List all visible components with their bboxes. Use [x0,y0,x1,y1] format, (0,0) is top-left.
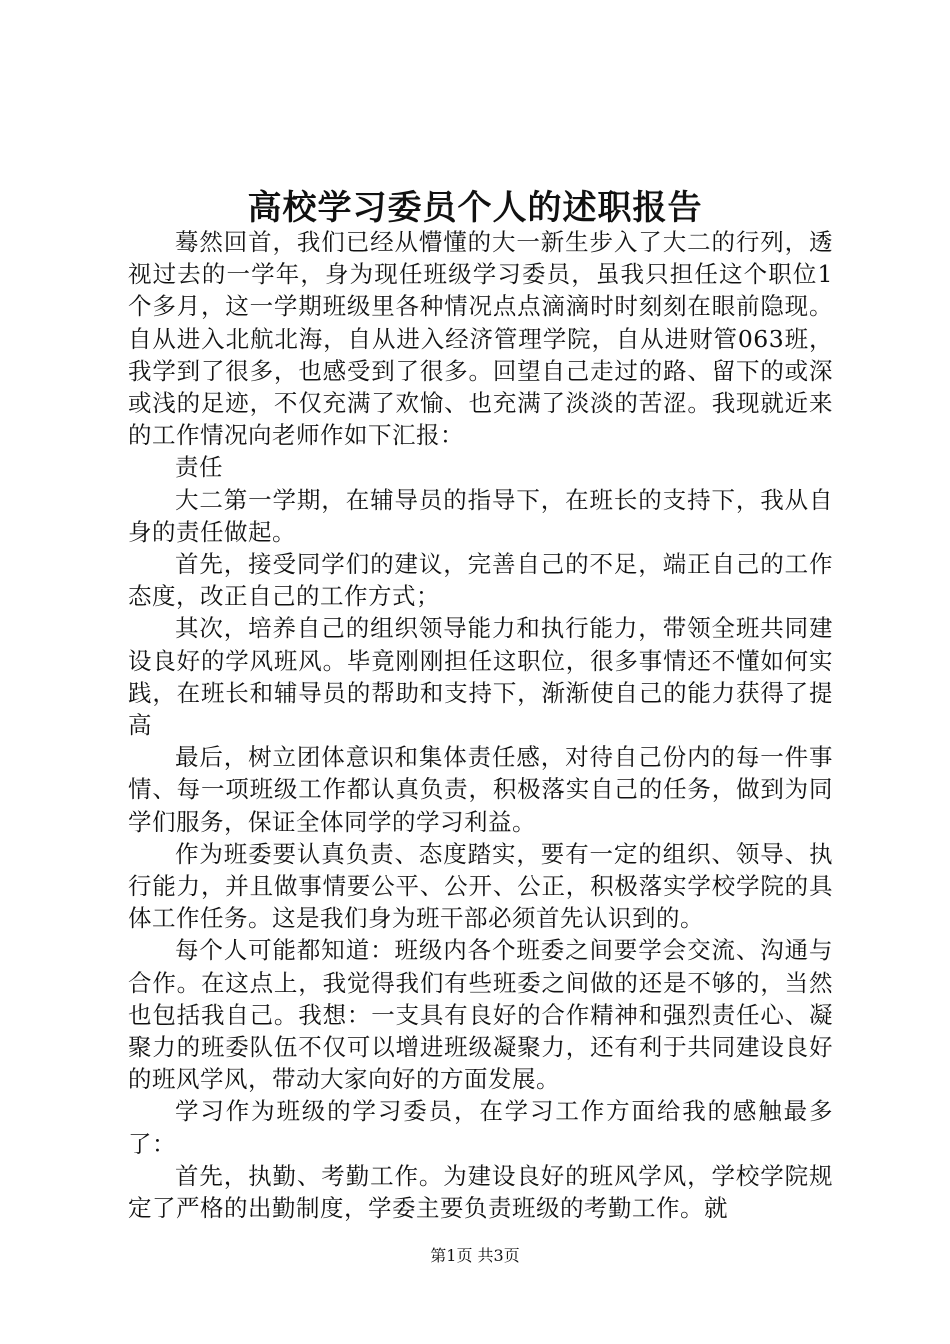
page-footer [0,1245,950,1267]
paragraph: 首先，接受同学们的建议，完善自己的不足，端正自己的工作态度，改正自己的工作方式； [128,550,833,611]
paragraph: 大二第一学期，在辅导员的指导下，在班长的支持下，我从自身的责任做起。 [128,485,833,546]
paragraph: 蓦然回首，我们已经从懵懂的大一新生步入了大二的行列，透视过去的一学年，身为现任班级学习委员，虽我只担任这个职位1个多月，这一学期班级里各种情况点点滴滴时时刻刻在眼前隐现。自从进入北航北海，自从进入经济管理学院，自从进财管063班，我学到了很多，也感受到了很多。回望自己走过的路、留下的或深或浅的足迹，不仅充满了欢愉、也充满了淡淡的苦涩。我现就近来的工作情况向老师作如下汇报： [128,228,833,450]
paragraph: 学习作为班级的学习委员，在学习工作方面给我的感触最多了： [128,1097,833,1158]
document-body [128,226,833,1224]
document-title: 高校学习委员个人的述职报告 [247,188,703,228]
paragraph: 作为班委要认真负责、态度踏实，要有一定的组织、领导、执行能力，并且做事情要公平、公开、公正，积极落实学校学院的具体工作任务。这是我们身为班干部必须首先认识到的。 [128,839,833,933]
section-heading: 责任 [175,453,223,482]
paragraph: 其次，培养自己的组织领导能力和执行能力，带领全班共同建设良好的学风班风。毕竟刚刚担任这职位，很多事情还不懂如何实践，在班长和辅导员的帮助和支持下，渐渐使自己的能力获得了提高 [128,614,833,740]
paragraph: 最后，树立团体意识和集体责任感，对待自己份内的每一件事情、每一项班级工作都认真负责，积极落实自己的任务，做到为同学们服务，保证全体同学的学习利益。 [128,743,833,836]
paragraph: 每个人可能都知道：班级内各个班委之间要学会交流、沟通与合作。在这点上，我觉得我们有些班委之间做的还是不够的，当然也包括我自己。我想：一支具有良好的合作精神和强烈责任心、凝聚力的班委队伍不仅可以增进班级凝聚力，还有利于共同建设良好的班风学风，带动大家向好的方面发展。 [128,936,833,1094]
page-number: 第1页 共3页 [430,1246,520,1265]
paragraph: 首先，执勤、考勤工作。为建设良好的班风学风，学校学院规定了严格的出勤制度，学委主要负责班级的考勤工作。就 [128,1161,833,1223]
